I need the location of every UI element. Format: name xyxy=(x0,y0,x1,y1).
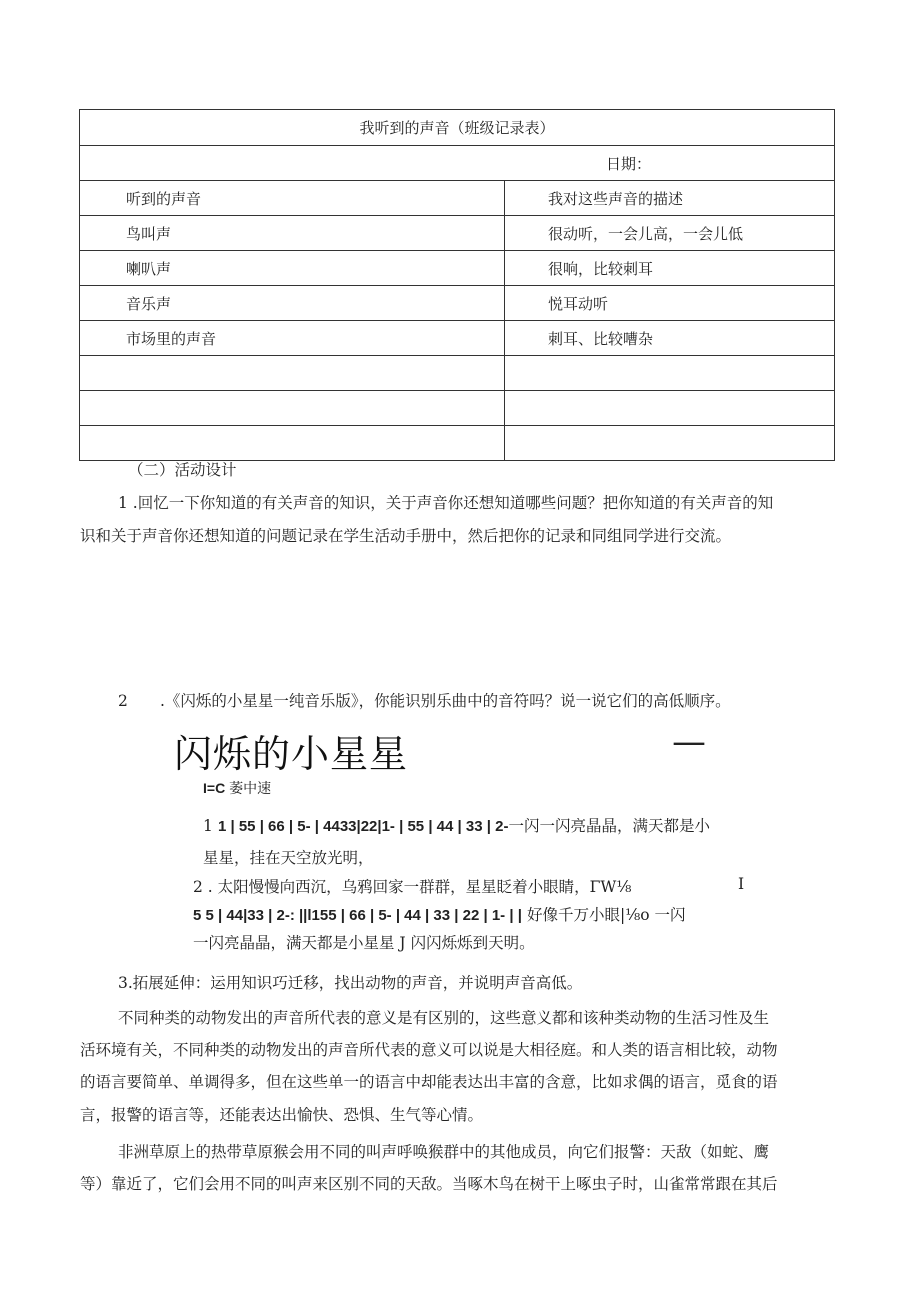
cell-description xyxy=(505,391,835,426)
table-header-row xyxy=(80,181,835,216)
para2-line2: 等）靠近了，它们会用不同的叫声来区别不同的天敌。当啄木鸟在树干上啄虫子时，山雀常常跟在其后 xyxy=(80,1175,778,1193)
section-heading: （二）活动设计 xyxy=(128,461,237,479)
cell-description: 很响，比较刺耳 xyxy=(505,251,835,286)
cell-description xyxy=(505,356,835,391)
header-sound: 听到的声音 xyxy=(80,181,505,216)
table-row xyxy=(80,391,835,426)
table-row xyxy=(80,356,835,391)
line4-notation: 5 5 | 44|33 | 2-: ||l155 | 66 | 5- | 44 | 33 | 22 | 1- | | xyxy=(193,907,522,924)
key-signature xyxy=(203,778,271,798)
line5-lyrics: 一闪亮晶晶，满天都是小星星 J 闪闪烁烁到天明。 xyxy=(193,934,535,952)
cell-description: 很动听，一会儿高，一会儿低 xyxy=(505,216,835,251)
para1-line3: 的语言要简单、单调得多，但在这些单一的语言中却能表达出丰富的含意，比如求偶的语言，觅食的语 xyxy=(80,1073,778,1091)
cell-sound xyxy=(80,356,505,391)
cell-sound: 音乐声 xyxy=(80,286,505,321)
cell-sound xyxy=(80,391,505,426)
cell-description: 悦耳动听 xyxy=(505,286,835,321)
line1-notation: 1 | 55 | 66 | 5- | 4433|22|1- | 55 | 44 | 33 | 2- xyxy=(217,818,509,835)
item1-line1: 1 .回忆一下你知道的有关声音的知识，关于声音你还想知道哪些问题？把你知道的有关声音的知 xyxy=(118,494,774,512)
table-row xyxy=(80,251,835,286)
item1-line2: 识和关于声音你还想知道的问题记录在学生活动手册中，然后把你的记录和同组同学进行交流。 xyxy=(80,527,732,545)
title-dash: — xyxy=(672,722,706,762)
cell-sound: 喇叭声 xyxy=(80,251,505,286)
para1-line1: 不同种类的动物发出的声音所代表的意义是有区别的，这些意义都和该种类动物的生活习性及生 xyxy=(118,1009,770,1027)
table-row xyxy=(80,321,835,356)
line2-lyrics: 星星，挂在天空放光明， xyxy=(203,849,374,867)
line4-lyrics: 好像千万小眼|⅛o 一闪 xyxy=(527,906,686,924)
score-line-1 xyxy=(203,814,710,836)
table-row xyxy=(80,286,835,321)
line1-lyrics: 一闪一闪亮晶晶，满天都是小 xyxy=(508,817,710,835)
item2-text: .《闪烁的小星星一纯音乐版》，你能识别乐曲中的音符吗？说一说它们的高低顺序。 xyxy=(160,692,731,710)
date-label: 日期： xyxy=(80,146,835,181)
line1-number: 1 xyxy=(203,817,213,835)
para1-line4: 言，报警的语言等，还能表达出愉快、恐惧、生气等心情。 xyxy=(80,1106,484,1124)
table-row xyxy=(80,216,835,251)
cell-description xyxy=(505,426,835,461)
para2-line1: 非洲草原上的热带草原猴会用不同的叫声呼唤猴群中的其他成员，向它们报警：天敌（如蛇、鹰 xyxy=(118,1143,770,1161)
line3-end-mark: I xyxy=(738,875,745,893)
header-description: 我对这些声音的描述 xyxy=(505,181,835,216)
item3-text: 3.拓展延伸：运用知识巧迁移，找出动物的声音，并说明声音高低。 xyxy=(118,974,583,992)
table-title: 我听到的声音（班级记录表） xyxy=(80,110,835,146)
para1-line2: 活环境有关，不同种类的动物发出的声音所代表的意义可以说是大相径庭。和人类的语言相比较，动物 xyxy=(80,1041,778,1059)
cell-sound: 市场里的声音 xyxy=(80,321,505,356)
sound-record-table xyxy=(79,109,835,461)
tempo-label: 萎中速 xyxy=(229,780,272,796)
cell-description: 刺耳、比较嘈杂 xyxy=(505,321,835,356)
score-line-4 xyxy=(193,903,686,925)
key-label: I=C xyxy=(203,780,226,796)
line3-lyrics: 2 . 太阳慢慢向西沉，乌鸦回家一群群，星星眨着小眼睛，ΓW⅛ xyxy=(193,878,632,896)
item2-number: 2 xyxy=(118,692,128,710)
cell-sound: 鸟叫声 xyxy=(80,216,505,251)
song-title: 闪烁的小星星 xyxy=(174,732,409,776)
